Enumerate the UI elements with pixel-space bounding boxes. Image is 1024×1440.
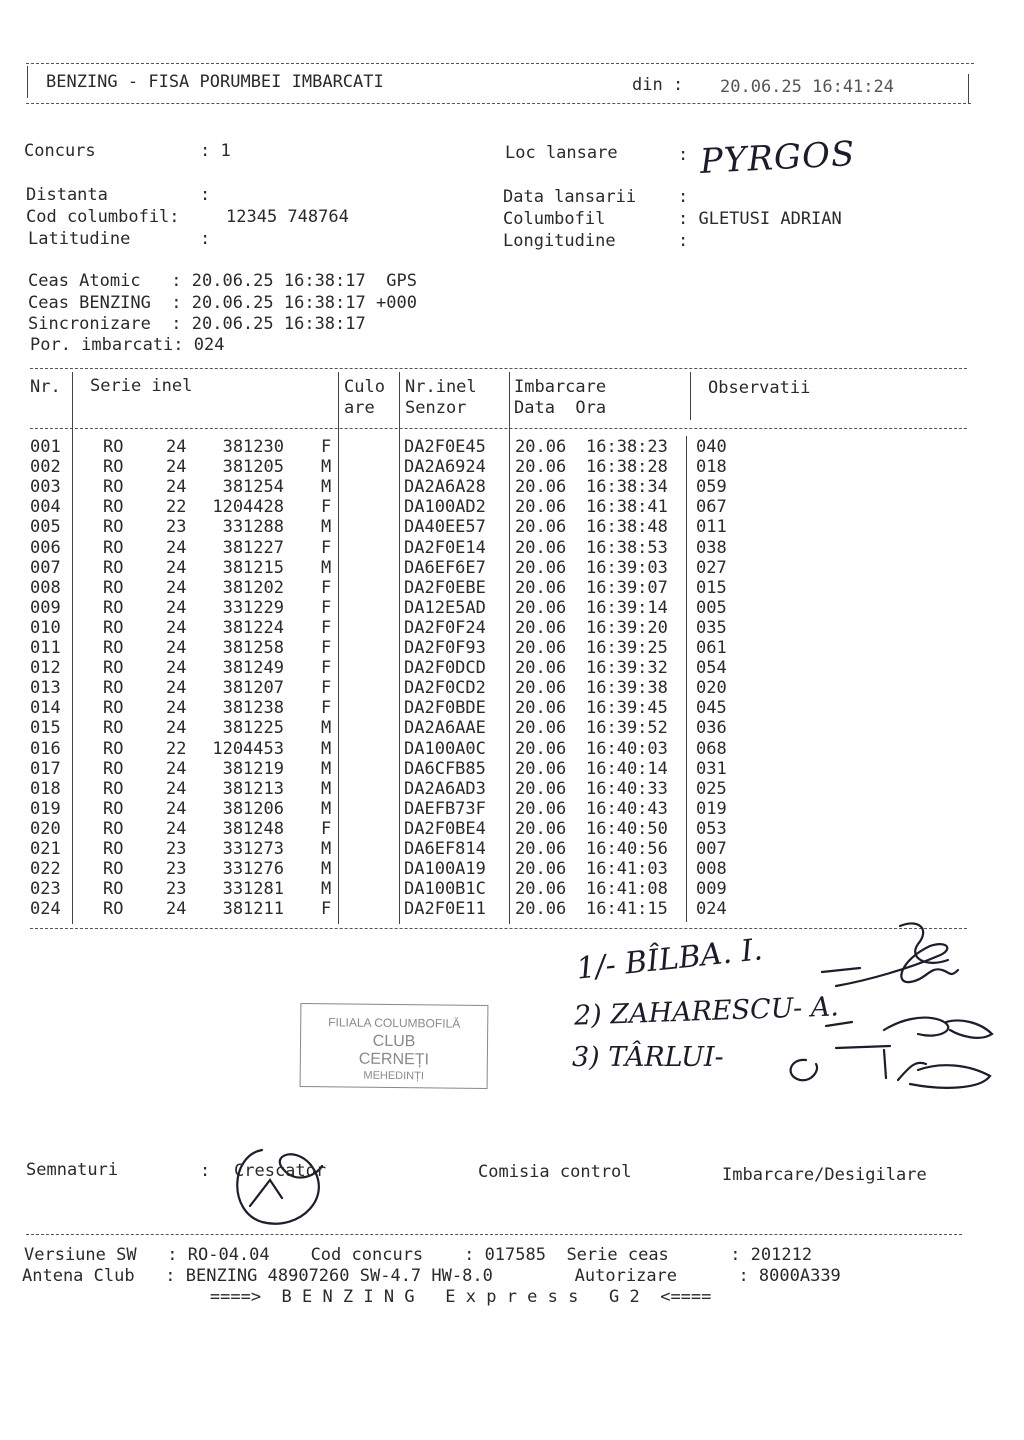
cell-an: 24 — [166, 457, 187, 478]
cell-sex: F — [321, 597, 332, 618]
cell-ora: 16:41:15 — [586, 899, 668, 920]
cell-inel: 381248 — [222, 818, 284, 839]
comisia-control-label: Comisia control — [478, 1162, 632, 1182]
cell-an: 24 — [166, 617, 187, 638]
cell-senzor: DA12E5AD — [404, 597, 486, 618]
cell-inel: 381258 — [222, 638, 284, 658]
cell-nr: 010 — [30, 617, 61, 638]
cell-data: 20.06 — [515, 597, 567, 618]
cell-inel: 381227 — [222, 537, 284, 558]
cell-an: 24 — [166, 899, 187, 920]
cell-obs: 061 — [696, 638, 727, 658]
cell-sex: M — [321, 557, 332, 578]
cell-nr: 005 — [30, 517, 61, 538]
concurs-value: : 1 — [200, 141, 231, 161]
cell-data: 20.06 — [515, 537, 567, 558]
cell-obs: 015 — [696, 577, 727, 598]
data-lansarii-label: Data lansarii — [503, 187, 637, 207]
latitudine-label: Latitudine — [28, 229, 131, 249]
cell-sex: M — [321, 778, 332, 799]
cell-sex: F — [321, 537, 332, 558]
cell-sex: M — [321, 859, 332, 880]
cell-obs: 053 — [696, 818, 727, 839]
cell-ora: 16:39:03 — [586, 557, 668, 578]
cell-data: 20.06 — [515, 638, 567, 658]
cell-nr: 017 — [30, 758, 61, 779]
cell-ora: 16:39:20 — [586, 617, 668, 638]
cell-obs: 007 — [696, 839, 727, 859]
cell-senzor: DA2A6AAE — [404, 718, 486, 739]
cell-an: 24 — [166, 758, 187, 779]
cell-data: 20.06 — [515, 778, 567, 799]
footer-rule — [26, 1234, 962, 1235]
cell-tara: RO — [103, 517, 124, 538]
cell-nr: 024 — [30, 899, 61, 920]
cell-data: 20.06 — [515, 557, 567, 578]
cell-tara: RO — [103, 457, 124, 478]
cell-an: 22 — [166, 738, 187, 759]
cell-nr: 002 — [30, 457, 61, 478]
cell-inel: 1204453 — [212, 738, 284, 759]
ceas-atomic: Ceas Atomic : 20.06.25 16:38:17 GPS — [28, 271, 417, 291]
cell-ora: 16:41:08 — [586, 879, 668, 900]
cell-sex: F — [321, 437, 332, 457]
latitudine-value: : — [200, 229, 211, 249]
cell-an: 24 — [166, 658, 187, 679]
cell-nr: 023 — [30, 879, 61, 900]
loc-lansare-sep: : — [678, 145, 689, 165]
cell-inel: 381202 — [222, 577, 284, 598]
cell-sex: F — [321, 638, 332, 658]
cell-data: 20.06 — [515, 879, 567, 900]
cell-an: 24 — [166, 798, 187, 819]
cell-sex: M — [321, 477, 332, 498]
cell-an: 24 — [166, 597, 187, 618]
cell-ora: 16:38:41 — [586, 497, 668, 518]
cell-inel: 381207 — [222, 678, 284, 699]
cell-sex: F — [321, 678, 332, 699]
cell-nr: 007 — [30, 557, 61, 578]
cell-tara: RO — [103, 718, 124, 739]
cell-inel: 381254 — [222, 477, 284, 498]
footer-line-3: ====> B E N Z I N G E x p r e s s G 2 <==== — [128, 1287, 712, 1307]
concurs-label: Concurs — [24, 141, 96, 161]
cell-sex: M — [321, 798, 332, 819]
cell-obs: 035 — [696, 617, 727, 638]
cell-tara: RO — [103, 899, 124, 920]
cell-tara: RO — [103, 597, 124, 618]
cell-data: 20.06 — [515, 738, 567, 759]
cell-nr: 021 — [30, 839, 61, 859]
cell-tara: RO — [103, 658, 124, 679]
cell-sex: F — [321, 497, 332, 518]
cell-senzor: DA100A19 — [404, 859, 486, 880]
cell-ora: 16:38:28 — [586, 457, 668, 478]
cell-sex: M — [321, 517, 332, 538]
cell-an: 24 — [166, 678, 187, 699]
stamp-line-1: FILIALA COLUMBOFILĂ — [328, 1015, 461, 1031]
cell-tara: RO — [103, 678, 124, 699]
cell-obs: 025 — [696, 778, 727, 799]
col-header-serie: Serie inel — [90, 376, 193, 396]
cell-obs: 024 — [696, 899, 727, 920]
cell-sex: M — [321, 758, 332, 779]
cell-inel: 381224 — [222, 617, 284, 638]
columbofil-value: : GLETUSI ADRIAN — [678, 209, 842, 229]
cell-tara: RO — [103, 758, 124, 779]
cell-data: 20.06 — [515, 899, 567, 920]
cell-inel: 1204428 — [212, 497, 284, 518]
cell-ora: 16:41:03 — [586, 859, 668, 880]
crescator-label: Crescator — [234, 1161, 327, 1181]
cell-obs: 009 — [696, 879, 727, 900]
cell-data: 20.06 — [515, 497, 567, 518]
cell-nr: 003 — [30, 477, 61, 498]
cell-ora: 16:39:38 — [586, 678, 668, 699]
stamp-line-3: CERNEȚI — [358, 1050, 430, 1069]
cell-obs: 038 — [696, 537, 727, 558]
footer-line-1: Versiune SW : RO-04.04 Cod concurs : 017585 Serie ceas : 201212 — [24, 1245, 813, 1265]
col-header-culoare-1: Culo — [344, 377, 385, 397]
club-stamp — [300, 1003, 489, 1089]
cell-nr: 018 — [30, 778, 61, 799]
cell-obs: 068 — [696, 738, 727, 759]
loc-lansare-handwritten: PYRGOS — [699, 133, 857, 183]
cell-data: 20.06 — [515, 798, 567, 819]
data-lansarii-value: : — [678, 187, 689, 207]
cell-tara: RO — [103, 437, 124, 457]
cell-sex: F — [321, 899, 332, 920]
cell-sex: F — [321, 658, 332, 679]
cell-an: 24 — [166, 818, 187, 839]
cell-nr: 013 — [30, 678, 61, 699]
cell-nr: 020 — [30, 818, 61, 839]
cell-obs: 011 — [696, 517, 727, 538]
cell-tara: RO — [103, 698, 124, 719]
cell-obs: 018 — [696, 457, 727, 478]
semnaturi-label: Semnaturi — [26, 1160, 119, 1180]
cell-inel: 381215 — [222, 557, 284, 578]
cell-data: 20.06 — [515, 437, 567, 457]
cell-senzor: DA2F0EBE — [404, 577, 486, 598]
longitudine-value: : — [678, 231, 689, 251]
cell-ora: 16:39:07 — [586, 577, 668, 598]
cell-senzor: DA2F0E11 — [404, 899, 486, 920]
cell-an: 24 — [166, 638, 187, 658]
col-header-nr: Nr. — [30, 377, 61, 397]
cell-nr: 009 — [30, 597, 61, 618]
cell-an: 24 — [166, 698, 187, 719]
cell-senzor: DA100A0C — [404, 738, 486, 759]
distanta-value: : — [200, 185, 211, 205]
col-header-observatii: Observatii — [708, 378, 811, 398]
cell-inel: 381206 — [222, 798, 284, 819]
col-header-senzor-2: Senzor — [405, 398, 467, 418]
cell-senzor: DA6EF6E7 — [404, 557, 486, 578]
cell-obs: 031 — [696, 758, 727, 779]
cell-an: 24 — [166, 537, 187, 558]
cell-an: 23 — [166, 517, 187, 538]
cell-an: 24 — [166, 577, 187, 598]
cell-senzor: DA2F0CD2 — [404, 678, 486, 699]
cell-inel: 381249 — [222, 658, 284, 679]
cell-nr: 014 — [30, 698, 61, 719]
porumbei-imbarcati: Por. imbarcati: 024 — [30, 335, 225, 355]
cell-tara: RO — [103, 798, 124, 819]
printout-datetime: 20.06.25 16:41:24 — [720, 77, 894, 97]
cell-obs: 054 — [696, 658, 727, 679]
stamp-line-2: CLUB — [372, 1032, 416, 1051]
cell-senzor: DA6EF814 — [404, 839, 486, 859]
din-label: din : — [632, 75, 684, 95]
cell-senzor: DA6CFB85 — [404, 758, 486, 779]
cell-obs: 067 — [696, 497, 727, 518]
cod-columbofil-label: Cod columbofil: — [26, 207, 180, 227]
cell-senzor: DA2F0E45 — [404, 437, 486, 457]
cell-inel: 381205 — [222, 457, 284, 478]
cell-obs: 045 — [696, 698, 727, 719]
cell-inel: 381238 — [222, 698, 284, 719]
cell-inel: 381225 — [222, 718, 284, 739]
cod-columbofil-value: 12345 748764 — [226, 207, 349, 227]
cell-ora: 16:40:50 — [586, 818, 668, 839]
cell-senzor: DA2A6A28 — [404, 477, 486, 498]
cell-nr: 011 — [30, 638, 61, 658]
cell-sex: F — [321, 698, 332, 719]
cell-tara: RO — [103, 879, 124, 900]
cell-an: 24 — [166, 557, 187, 578]
cell-ora: 16:38:48 — [586, 517, 668, 538]
cell-senzor: DA2A6924 — [404, 457, 486, 478]
cell-obs: 036 — [696, 718, 727, 739]
cell-nr: 015 — [30, 718, 61, 739]
cell-sex: M — [321, 738, 332, 759]
cell-senzor: DA2F0F93 — [404, 638, 486, 658]
cell-ora: 16:38:34 — [586, 477, 668, 498]
columbofil-label: Columbofil — [503, 209, 606, 229]
cell-obs: 059 — [696, 477, 727, 498]
cell-senzor: DA100B1C — [404, 879, 486, 900]
cell-ora: 16:39:14 — [586, 597, 668, 618]
handwritten-note-1: 1/- BÎLBA. I. — [574, 932, 765, 987]
cell-sex: M — [321, 718, 332, 739]
cell-nr: 019 — [30, 798, 61, 819]
cell-data: 20.06 — [515, 457, 567, 478]
cell-ora: 16:40:14 — [586, 758, 668, 779]
cell-nr: 001 — [30, 437, 61, 457]
cell-data: 20.06 — [515, 698, 567, 719]
cell-an: 24 — [166, 437, 187, 457]
cell-sex: F — [321, 577, 332, 598]
cell-inel: 331281 — [222, 879, 284, 900]
cell-tara: RO — [103, 477, 124, 498]
cell-obs: 008 — [696, 859, 727, 880]
cell-tara: RO — [103, 839, 124, 859]
cell-inel: 331288 — [222, 517, 284, 538]
cell-tara: RO — [103, 617, 124, 638]
cell-an: 23 — [166, 839, 187, 859]
cell-data: 20.06 — [515, 477, 567, 498]
cell-nr: 012 — [30, 658, 61, 679]
cell-inel: 381219 — [222, 758, 284, 779]
cell-an: 23 — [166, 859, 187, 880]
cell-ora: 16:39:45 — [586, 698, 668, 719]
cell-obs: 020 — [696, 678, 727, 699]
cell-senzor: DA2A6AD3 — [404, 778, 486, 799]
cell-an: 24 — [166, 477, 187, 498]
cell-tara: RO — [103, 638, 124, 658]
cell-an: 23 — [166, 879, 187, 900]
cell-tara: RO — [103, 738, 124, 759]
semnaturi-sep: : — [200, 1161, 211, 1181]
cell-ora: 16:39:32 — [586, 658, 668, 679]
cell-tara: RO — [103, 778, 124, 799]
footer-line-2: Antena Club : BENZING 48907260 SW-4.7 HW-8.0 Autorizare : 8000A339 — [22, 1266, 841, 1286]
cell-sex: M — [321, 879, 332, 900]
cell-an: 22 — [166, 497, 187, 518]
cell-tara: RO — [103, 818, 124, 839]
cell-ora: 16:40:56 — [586, 839, 668, 859]
cell-inel: 381213 — [222, 778, 284, 799]
cell-data: 20.06 — [515, 577, 567, 598]
cell-senzor: DA100AD2 — [404, 497, 486, 518]
handwritten-note-2: 2) ZAHARESCU- A. — [573, 991, 840, 1032]
cell-senzor: DAEFB73F — [404, 798, 486, 819]
cell-tara: RO — [103, 497, 124, 518]
cell-sex: F — [321, 617, 332, 638]
cell-ora: 16:40:03 — [586, 738, 668, 759]
cell-tara: RO — [103, 557, 124, 578]
loc-lansare-label: Loc lansare — [505, 143, 618, 163]
cell-ora: 16:38:53 — [586, 537, 668, 558]
sincronizare: Sincronizare : 20.06.25 16:38:17 — [28, 314, 366, 334]
cell-senzor: DA2F0BDE — [404, 698, 486, 719]
cell-sex: M — [321, 457, 332, 478]
cell-inel: 331276 — [222, 859, 284, 880]
cell-sex: F — [321, 818, 332, 839]
cell-senzor: DA40EE57 — [404, 517, 486, 538]
cell-senzor: DA2F0BE4 — [404, 818, 486, 839]
cell-obs: 040 — [696, 437, 727, 457]
stamp-line-4: MEHEDINȚI — [363, 1069, 424, 1083]
cell-data: 20.06 — [515, 859, 567, 880]
cell-data: 20.06 — [515, 839, 567, 859]
cell-an: 24 — [166, 778, 187, 799]
cell-ora: 16:39:25 — [586, 638, 668, 658]
page-title: BENZING - FISA PORUMBEI IMBARCATI — [46, 72, 384, 92]
cell-data: 20.06 — [515, 517, 567, 538]
cell-obs: 027 — [696, 557, 727, 578]
col-header-senzor-1: Nr.inel — [405, 377, 477, 397]
cell-obs: 005 — [696, 597, 727, 618]
cell-sex: M — [321, 839, 332, 859]
cell-inel: 381211 — [222, 899, 284, 920]
col-header-imbarcare-2: Data Ora — [514, 398, 607, 418]
col-header-imbarcare-1: Imbarcare — [514, 377, 607, 397]
cell-nr: 022 — [30, 859, 61, 880]
cell-data: 20.06 — [515, 718, 567, 739]
cell-senzor: DA2F0F24 — [404, 617, 486, 638]
cell-tara: RO — [103, 577, 124, 598]
cell-data: 20.06 — [515, 678, 567, 699]
cell-data: 20.06 — [515, 758, 567, 779]
cell-data: 20.06 — [515, 617, 567, 638]
cell-data: 20.06 — [515, 818, 567, 839]
cell-an: 24 — [166, 718, 187, 739]
cell-senzor: DA2F0E14 — [404, 537, 486, 558]
handwritten-note-3: 3) TÂRLUI- — [572, 1042, 724, 1073]
cell-senzor: DA2F0DCD — [404, 658, 486, 679]
cell-inel: 381230 — [222, 437, 284, 457]
col-header-culoare-2: are — [344, 398, 375, 418]
distanta-label: Distanta — [26, 185, 108, 205]
cell-ora: 16:40:43 — [586, 798, 668, 819]
cell-nr: 006 — [30, 537, 61, 558]
cell-inel: 331229 — [222, 597, 284, 618]
ceas-benzing: Ceas BENZING : 20.06.25 16:38:17 +000 — [28, 293, 417, 313]
cell-ora: 16:39:52 — [586, 718, 668, 739]
cell-nr: 008 — [30, 577, 61, 598]
cell-ora: 16:38:23 — [586, 437, 668, 457]
cell-data: 20.06 — [515, 658, 567, 679]
cell-tara: RO — [103, 859, 124, 880]
cell-obs: 019 — [696, 798, 727, 819]
imbarcare-desigilare-label: Imbarcare/Desigilare — [722, 1165, 927, 1185]
cell-inel: 331273 — [222, 839, 284, 859]
cell-ora: 16:40:33 — [586, 778, 668, 799]
cell-tara: RO — [103, 537, 124, 558]
cell-nr: 004 — [30, 497, 61, 518]
cell-nr: 016 — [30, 738, 61, 759]
longitudine-label: Longitudine — [503, 231, 616, 251]
